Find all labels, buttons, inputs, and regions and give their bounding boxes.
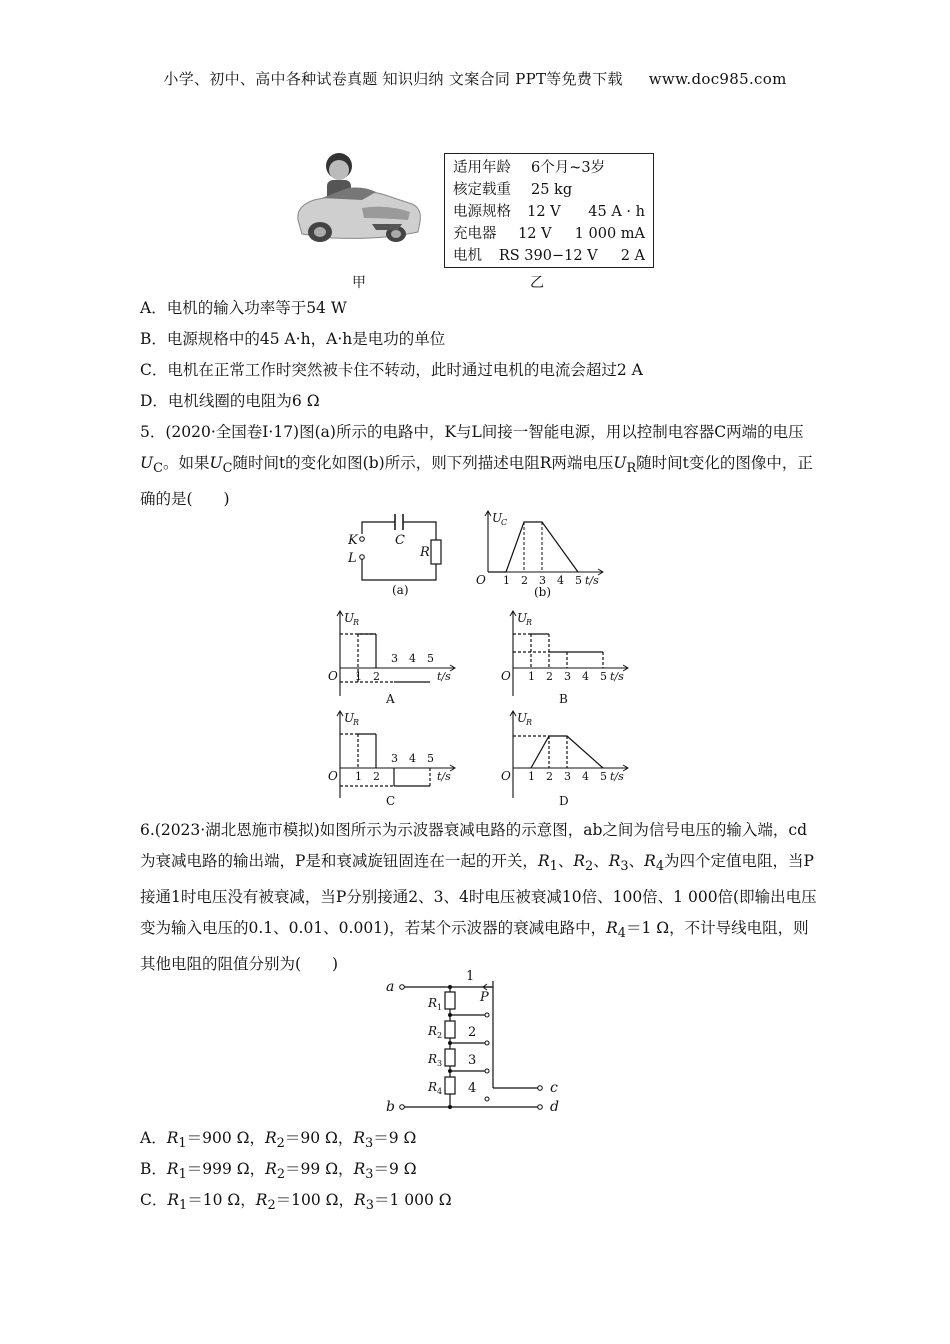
spec-row [453, 223, 645, 245]
label-R3: $R_3$ [428, 1052, 443, 1068]
tick: 3 [539, 574, 546, 587]
graph-ylabel: U [517, 711, 528, 725]
graph-option-c [322, 708, 462, 808]
graph-option-b [495, 608, 635, 706]
graph-caption: A [386, 692, 395, 706]
page-header [0, 68, 950, 89]
tick: 1 [503, 574, 510, 587]
q5-stem: 5．(2020·全国卷Ⅰ·17)图(a)所示的电路中，K与L间接一智能电源，用以控制电容器C两端的电压$U_C$。如果$U_C$随时间t的变化如图(b)所示，则下列描述电阻R两端电压$U_R$随时间t变化的图像中，正确的是( ) [140, 423, 813, 509]
spec-value: 25 kg [531, 182, 573, 198]
fig-caption-yi: 乙 [530, 275, 544, 291]
tick: 2 [373, 670, 380, 683]
label-K: K [348, 533, 358, 548]
spec-row [453, 201, 645, 223]
tick: 1 [355, 770, 362, 783]
caption-b: (b) [534, 585, 552, 599]
spec-key: 电源规格 [453, 204, 511, 220]
spec-value: RS 390−12 V 2 A [498, 248, 645, 264]
kid-car-illustration [292, 148, 427, 270]
spec-key: 充电器 [453, 226, 497, 242]
tick: 4 [582, 770, 589, 783]
graph-caption: C [386, 794, 396, 808]
graph-ylabel: U [344, 611, 355, 625]
tick: 5 [600, 670, 607, 683]
label-R: R [420, 545, 430, 560]
q6-stem: 6.(2023·湖北恩施市模拟)如图所示为示波器衰减电路的示意图，ab之间为信号电压的输入端，cd为衰减电路的输出端，P是和衰减旋钮固连在一起的开关，$R_1$、$R_2$、$R_3$、$R_4$为四个定值电阻，当P接通1时电压没有被衰减，当P分别接通2、3、4时电压被衰减10倍、100倍、1 000倍(即输出电压变为输入电压的0.1、0.01、0.001)，若某个示波器的衰减电路中，$R_4=1$ Ω，不计导线电阻，则其他电阻的阻值分别为( ) [140, 821, 817, 974]
graph-ysub: R [526, 718, 533, 727]
tick: 4 [409, 652, 416, 665]
contact-2: 2 [468, 1025, 477, 1040]
graph-xlabel: t/s [610, 670, 624, 683]
tick: 5 [600, 770, 607, 783]
q6-option-a: A．$R_1=900$ Ω，$R_2=90$ Ω，$R_3=9$ Ω [140, 1129, 417, 1152]
label-a: a [386, 979, 395, 995]
graph-origin: O [328, 769, 338, 783]
tick: 2 [373, 770, 380, 783]
label-b: b [386, 1099, 395, 1115]
graph-b-xlabel: t/s [585, 574, 599, 587]
q6-option-c: C．$R_1=10$ Ω，$R_2=100$ Ω，$R_3=1$ 000 Ω [140, 1191, 452, 1214]
label-R2: $R_2$ [428, 1024, 443, 1040]
spec-key: 核定载重 [453, 182, 511, 198]
graph-xlabel: t/s [610, 770, 624, 783]
label-c: c [550, 1080, 558, 1096]
header-url: www.doc985.com [648, 70, 787, 88]
header-text: 小学、初中、高中各种试卷真题 知识归纳 文案合同 PPT等免费下载 [163, 70, 623, 88]
caption-a: (a) [392, 583, 409, 597]
tick: 4 [557, 574, 564, 587]
circuit-a [340, 512, 450, 602]
graph-origin: O [501, 769, 511, 783]
graph-b-origin: O [476, 573, 486, 587]
graph-caption: D [559, 794, 569, 808]
attenuator-circuit [380, 965, 580, 1120]
label-d: d [550, 1099, 559, 1115]
tick: 3 [564, 770, 571, 783]
spec-row [453, 179, 645, 201]
tick: 2 [521, 574, 528, 587]
tick: 2 [546, 770, 553, 783]
q4-option-a: A．电机的输入功率等于54 W [140, 299, 347, 317]
spec-value: 6个月~3岁 [531, 160, 606, 176]
tick: 5 [427, 652, 434, 665]
graph-ylabel: U [517, 611, 528, 625]
spec-key: 适用年龄 [453, 160, 511, 176]
q6-option-b: B．$R_1=999$ Ω，$R_2=99$ Ω，$R_3=9$ Ω [140, 1160, 417, 1183]
graph-option-d [495, 708, 635, 808]
label-P: P [480, 990, 489, 1005]
graph-ylabel: U [344, 711, 355, 725]
spec-value: 12 V 45 A · h [527, 204, 645, 220]
tick: 3 [391, 752, 398, 765]
spec-row [453, 245, 645, 267]
graph-b-ylabel: U [492, 511, 503, 525]
label-R4: $R_4$ [428, 1080, 443, 1096]
spec-key: 电机 [453, 248, 482, 264]
tick: 4 [582, 670, 589, 683]
graph-ysub: R [526, 618, 533, 627]
fig-caption-jia: 甲 [352, 275, 366, 291]
tick: 5 [427, 752, 434, 765]
q4-option-b: B．电源规格中的45 A·h，A·h是电功的单位 [140, 330, 446, 348]
label-R1: $R_1$ [428, 996, 443, 1012]
tick: 4 [409, 752, 416, 765]
contact-3: 3 [468, 1053, 477, 1068]
q4-option-d: D．电机线圈的电阻为6 Ω [140, 392, 320, 410]
spec-table [444, 153, 654, 268]
graph-caption: B [559, 692, 568, 706]
graph-origin: O [328, 669, 338, 683]
graph-ysub: R [353, 718, 360, 727]
graph-xlabel: t/s [437, 770, 451, 783]
tick: 1 [528, 670, 535, 683]
tick: 3 [391, 652, 398, 665]
tick: 5 [575, 574, 582, 587]
contact-1: 1 [466, 969, 475, 984]
spec-row [453, 157, 645, 179]
graph-origin: O [501, 669, 511, 683]
contact-4: 4 [468, 1081, 477, 1096]
tick: 3 [564, 670, 571, 683]
graph-xlabel: t/s [437, 670, 451, 683]
label-L: L [348, 551, 357, 566]
graph-option-a [322, 608, 462, 706]
tick: 1 [528, 770, 535, 783]
tick: 2 [546, 670, 553, 683]
graph-b-ysub: C [501, 518, 508, 527]
label-C: C [395, 533, 405, 548]
graph-ysub: R [353, 618, 360, 627]
graph-b [470, 508, 610, 600]
tick: 1 [355, 670, 362, 683]
q4-option-c: C．电机在正常工作时突然被卡住不转动，此时通过电机的电流会超过2 A [140, 361, 643, 379]
spec-value: 12 V 1 000 mA [518, 226, 645, 242]
